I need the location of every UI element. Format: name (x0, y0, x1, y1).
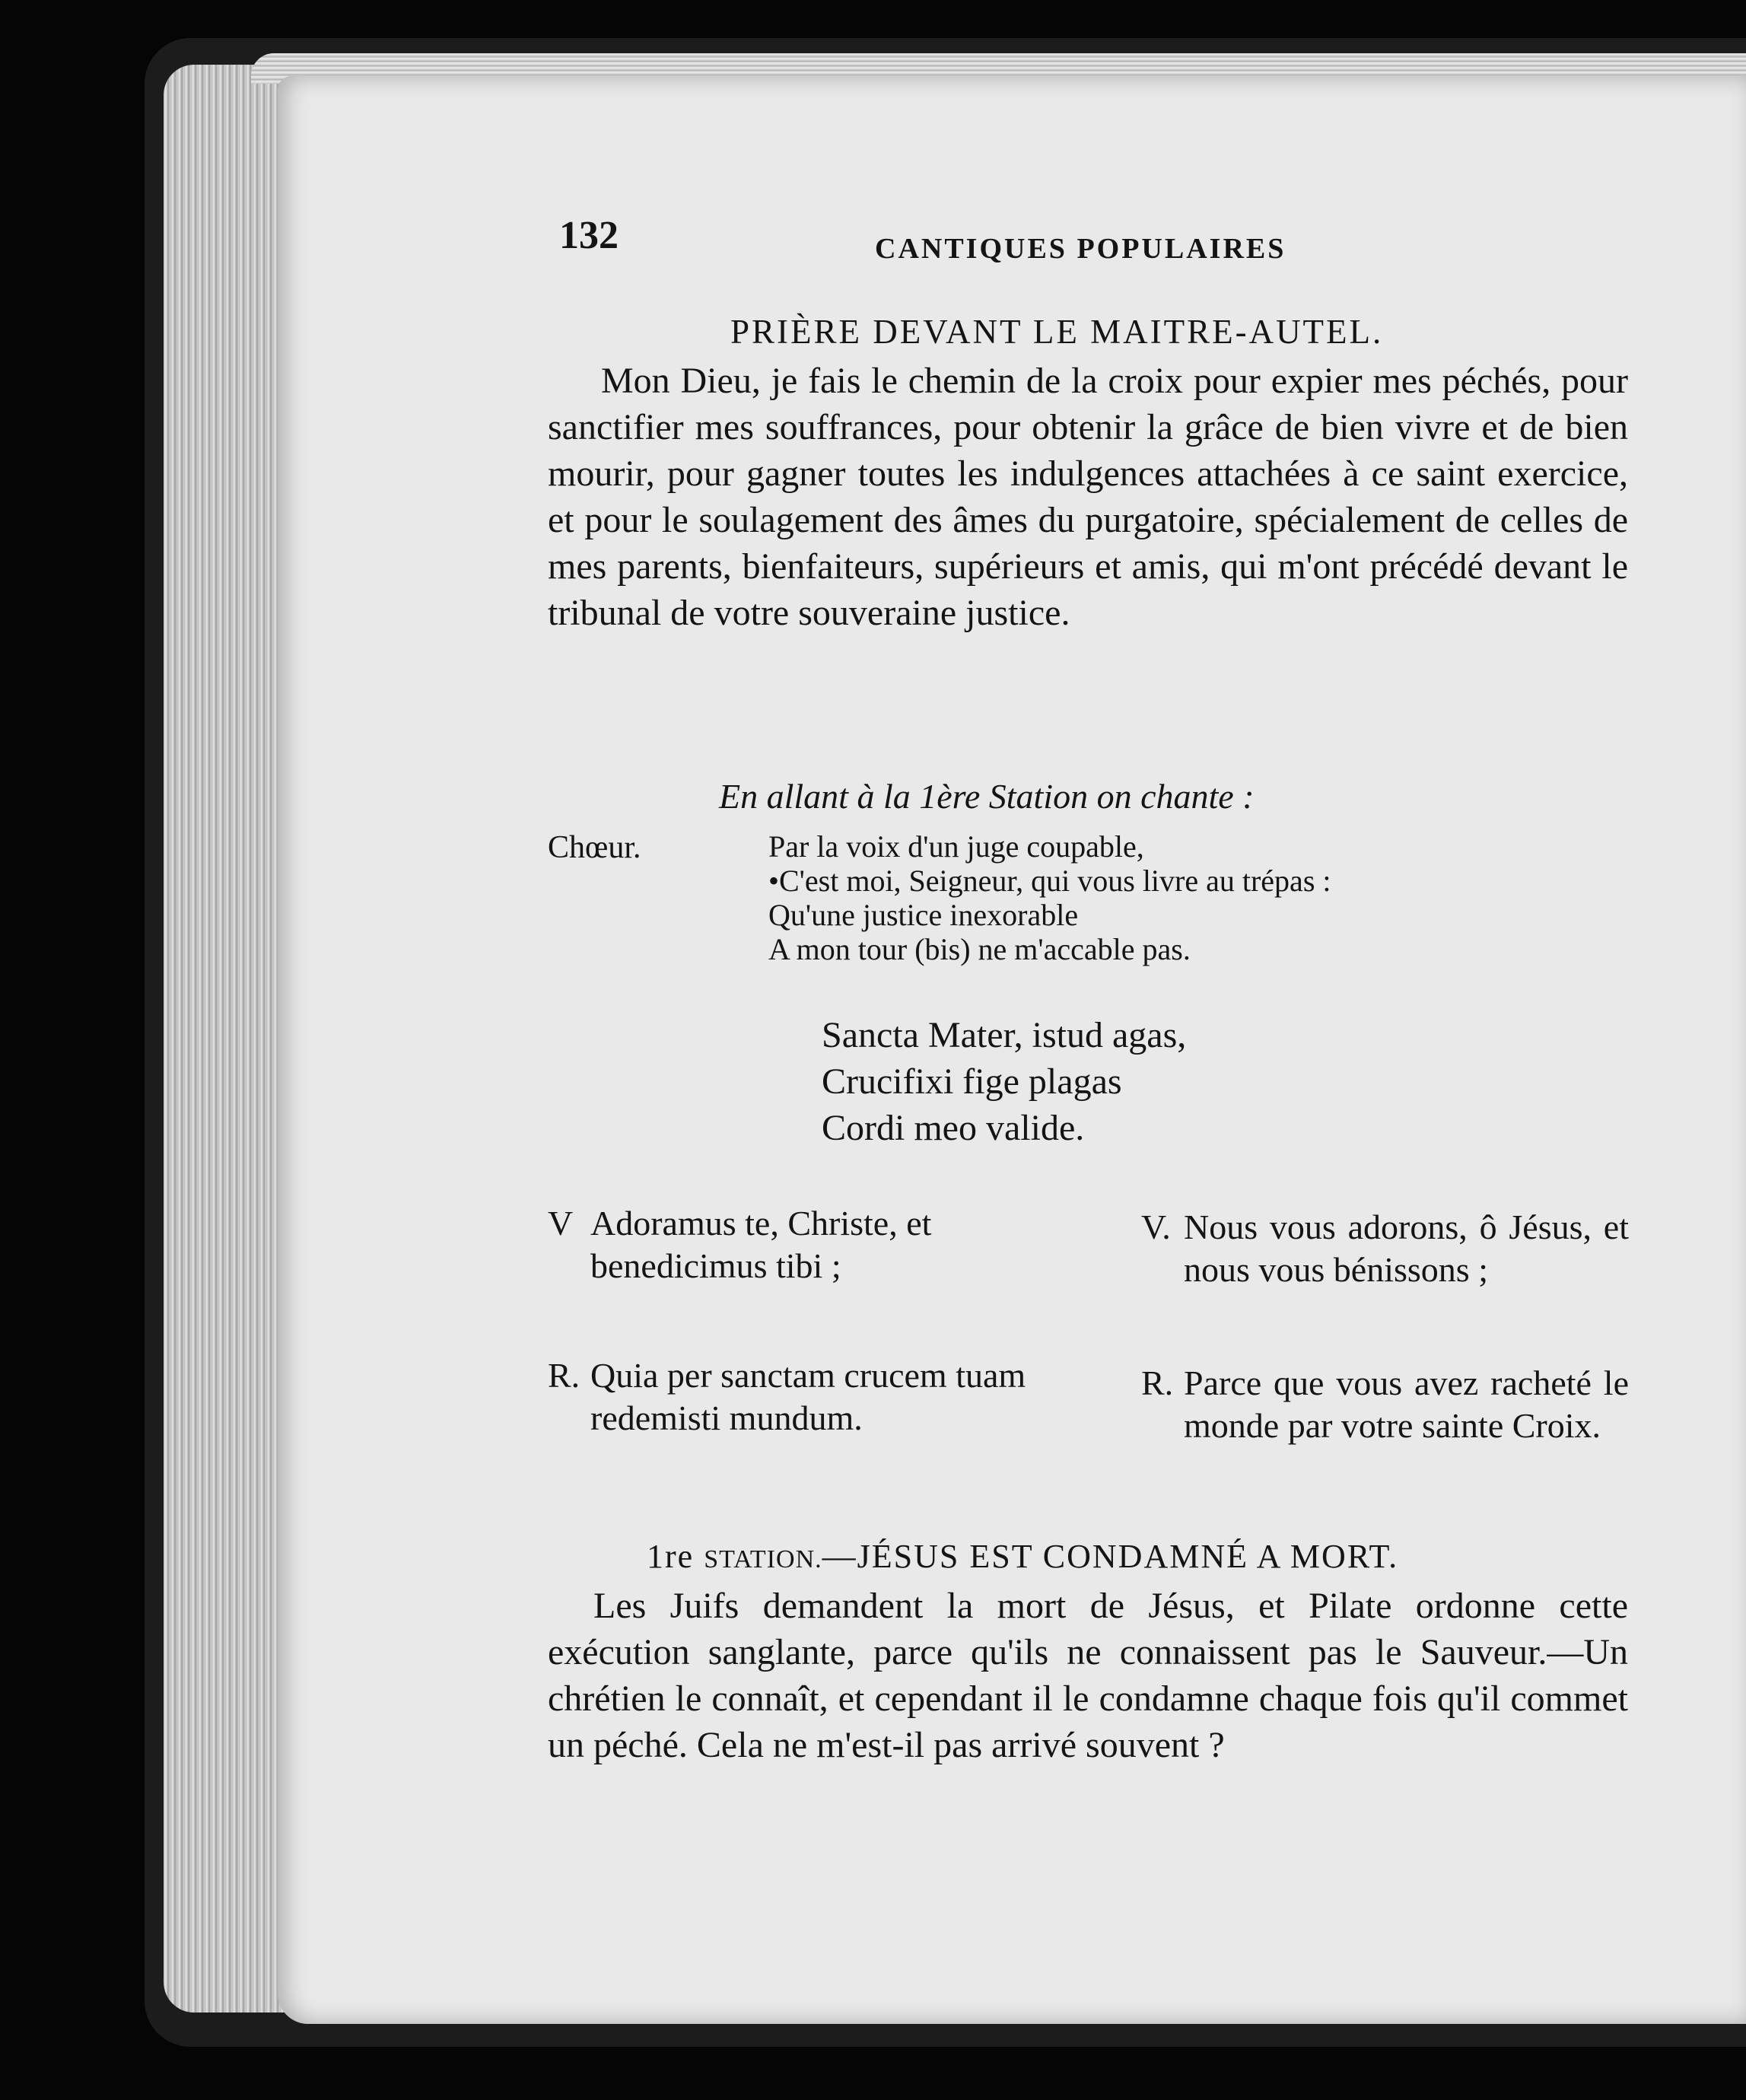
response-mark: R. (548, 1356, 580, 1395)
station-heading: —JÉSUS EST CONDAMNÉ A MORT. (822, 1538, 1399, 1575)
hymn-line: Par la voix d'un juge coupable, (768, 829, 1144, 864)
response-mark: R. (1141, 1363, 1174, 1402)
response-latin (548, 1354, 1065, 1491)
versicle-french (1141, 1206, 1628, 1343)
response-french (1141, 1362, 1628, 1499)
running-head: CANTIQUES POPULAIRES (875, 233, 1286, 265)
station-label: STATION. (704, 1545, 822, 1573)
station-text: Les Juifs demandent la mort de Jésus, et Pilate ordonne cette exécution sanglante, parce qu'ils ne connaissent pas le Sauveur.—Un chrétien le connaît, et cependant il le condamne chaque fois qu'il commet un péché. Cela ne m'est-il pas arrivé souvent ? (548, 1586, 1628, 1765)
hymn-line: Qu'une justice inexorable (768, 898, 1079, 932)
choir-label: Chœur. (548, 830, 641, 865)
verse-line: Cordi meo valide. (822, 1108, 1085, 1148)
verse-line: Sancta Mater, istud agas, (822, 1015, 1187, 1055)
page-number: 132 (559, 214, 619, 257)
versicle-latin (548, 1202, 1065, 1293)
versicle-mark: V. (1141, 1208, 1171, 1246)
latin-verse (822, 1012, 1186, 1151)
response-latin-text: Quia per sanctam crucem tuam redemisti mundum. (590, 1356, 1026, 1437)
hymn-line: A mon tour (bis) ne m'accable pas. (768, 932, 1191, 966)
versicle-french-text: Nous vous adorons, ô Jésus, et nous vous bénissons ; (1184, 1208, 1629, 1289)
versicle-latin-text: Adoramus te, Christe, et benedicimus tibi ; (590, 1204, 932, 1285)
station-title (647, 1537, 1398, 1576)
response-french-text: Parce que vous avez racheté le monde par votre sainte Croix. (1184, 1363, 1629, 1445)
hymn-line: •C'est moi, Seigneur, qui vous livre au trépas : (768, 864, 1331, 898)
hymn-stanza (768, 829, 1331, 966)
station-number: 1re (647, 1538, 695, 1575)
versicle-mark: V (548, 1204, 574, 1242)
prayer-title: PRIÈRE DEVANT LE MAITRE-AUTEL. (730, 313, 1384, 351)
rubric: En allant à la 1ère Station on chante : (719, 777, 1255, 816)
verse-line: Crucifixi fige plagas (822, 1061, 1122, 1102)
prayer-text: Mon Dieu, je fais le chemin de la croix pour expier mes péchés, pour sanctifier mes souffrances, pour obtenir la grâce de bien vivre et de bien mourir, pour gagner toutes les indulgences attachées à ce saint exercice, et pour le soulagement des âmes du purgatoire, spécialement de celles de mes parents, bienfaiteurs, supérieurs et amis, qui m'ont précédé devant le tribunal de votre souveraine justice. (548, 361, 1628, 633)
